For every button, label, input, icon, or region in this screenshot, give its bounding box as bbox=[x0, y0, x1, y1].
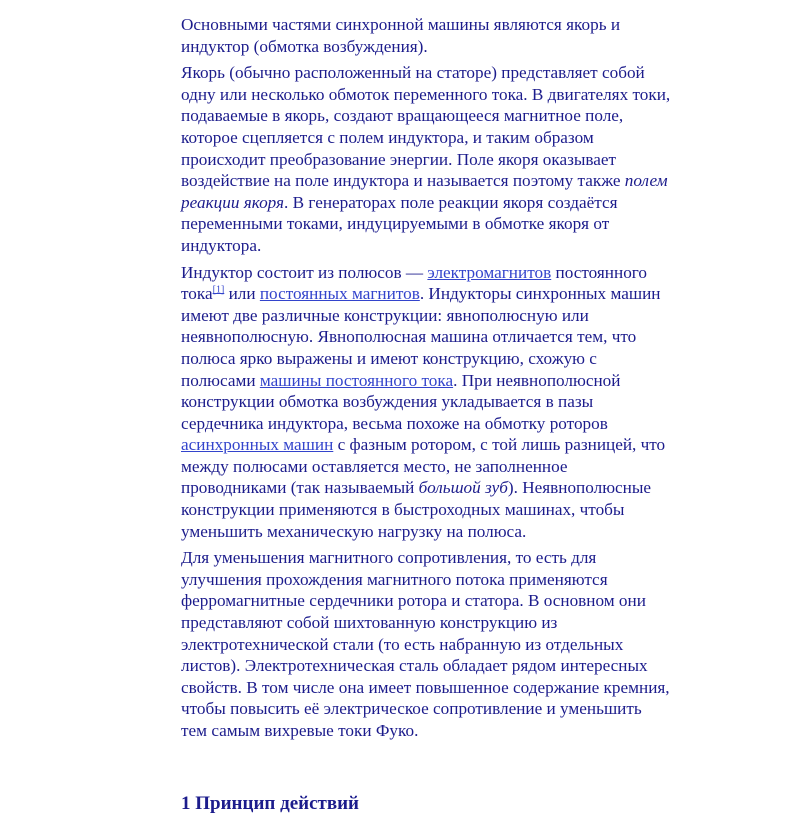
paragraph-cores-text: Для уменьшения магнитного сопротивления, то есть для улучшения прохождения магнитного потока применяются ферромагнитные сердечники ротора и статора. В основном они представляют собой шихтованную конструкцию из электротехнической стали (то есть набранную из отдельных листов). Электротехническая сталь обладает рядом интересных свойств. В том числе она имеет повышенное содержание кремния, чтобы повысить её электрическое сопротивление и уменьшить тем самым вихревые токи Фуко. bbox=[181, 548, 670, 740]
link-dc-machine[interactable]: машины постоянного тока bbox=[259, 370, 454, 390]
paragraph-parts bbox=[181, 14, 671, 57]
reference-1-link[interactable]: [1] bbox=[212, 284, 225, 296]
paragraph-cores bbox=[181, 547, 671, 741]
text-run: Якорь (обычно расположенный на статоре) представляет собой одну или несколько обмоток переменного тока. В двигателях токи, подаваемые в якорь, создают вращающееся магнитное поле, которое сцепляется с полем индуктора, и таким образом происходит преобразование энергии. Поле якоря оказывает воздействие на поле индуктора и называется поэтому также bbox=[181, 63, 671, 191]
text-run: с фазным ротором, с той лишь разницей, что между полюсами оставляется место, не заполненное проводниками (так называемый bbox=[181, 435, 666, 498]
paragraph-inductor bbox=[181, 262, 671, 543]
text-run: Индуктор состоит из полюсов — bbox=[181, 262, 428, 282]
emphasis-big-tooth: большой зуб bbox=[418, 478, 508, 498]
text-run: . Индукторы синхронных машин имеют две различные конструкции: явнополюсную или неявнополюсную. Явнополюсная машина отличается тем, что полюса ярко выражены и имеют конструкцию, схожую с полюсами bbox=[181, 284, 661, 390]
text-run: или bbox=[224, 284, 260, 304]
paragraph-parts-text: Основными частями синхронной машины являются якорь и индуктор (обмотка возбуждения). bbox=[181, 15, 621, 56]
link-electromagnets[interactable]: электромагнитов bbox=[427, 262, 552, 282]
text-run: . При неявнополюсной конструкции обмотка возбуждения укладывается в пазы сердечника индуктора, весьма похоже на обмотку роторов bbox=[181, 370, 621, 433]
link-async-machines[interactable]: асинхронных машин bbox=[181, 435, 334, 455]
article-body bbox=[181, 14, 671, 747]
section-heading-principle: 1 Принцип действий bbox=[181, 793, 359, 814]
text-run: постоянного тока bbox=[181, 262, 648, 304]
text-run: . В генераторах поле реакции якоря создаётся переменными токами, индуцируемыми в обмотке якоря от индуктора. bbox=[181, 192, 618, 255]
paragraph-armature bbox=[181, 62, 671, 256]
text-run: ). Неявнополюсные конструкции применяются в быстроходных машинах, чтобы уменьшить механическую нагрузку на полюса. bbox=[181, 478, 652, 541]
link-permanent-magnets[interactable]: постоянных магнитов bbox=[259, 284, 420, 304]
emphasis-armature-field: полем реакции якоря bbox=[181, 171, 668, 212]
